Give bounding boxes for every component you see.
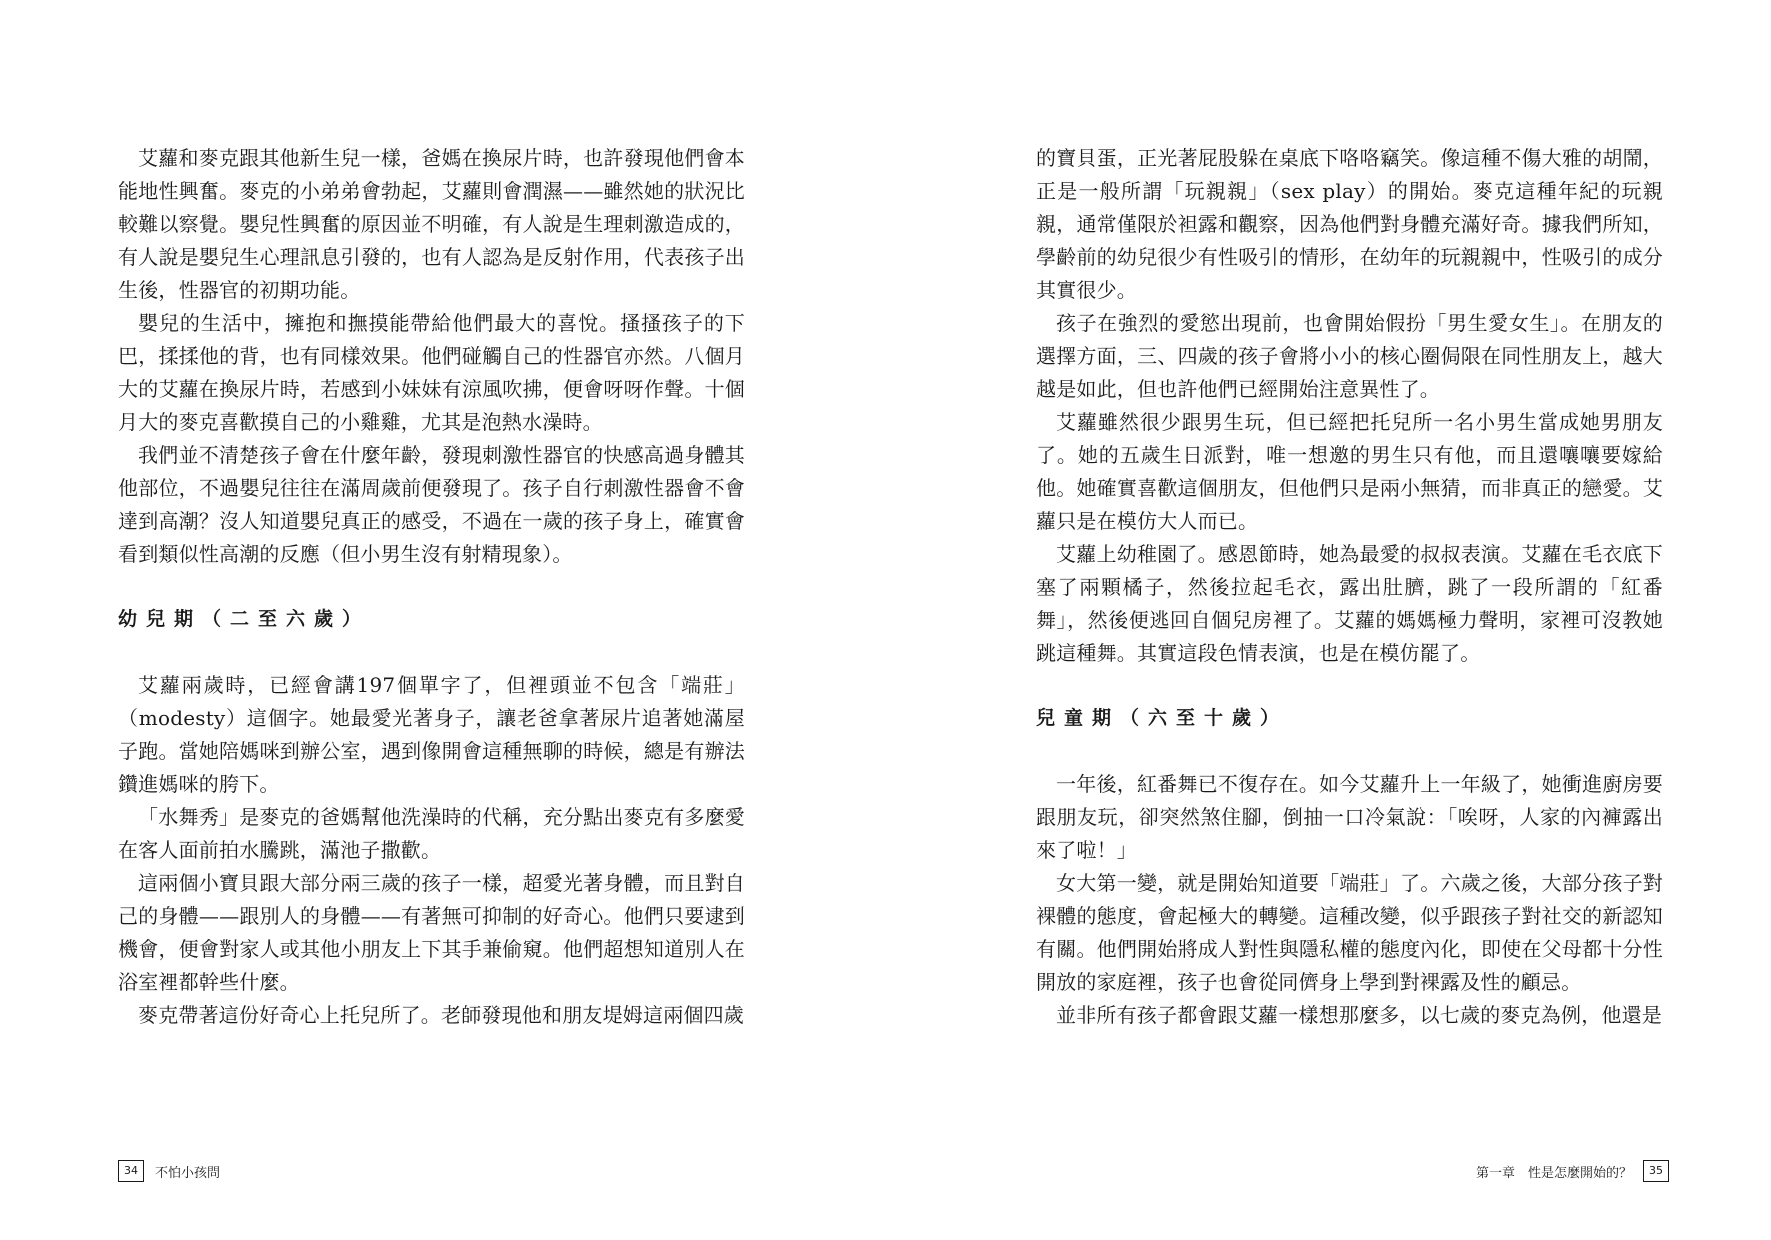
- paragraph: 我們並不清楚孩子會在什麼年齡，發現刺激性器官的快感高過身體其他部位，不過嬰兒往往在滿周歲前便發現了。孩子自行刺激性器會不會達到高潮？沒人知道嬰兒真正的感受，不過在一歲的孩子身上，確實會看到類似性高潮的反應（但小男生沒有射精現象）。: [118, 443, 745, 566]
- paragraph: 一年後，紅番舞已不復存在。如今艾蘿升上一年級了，她衝進廚房要跟朋友玩，卻突然煞住腳，倒抽一口冷氣說：「唉呀，人家的內褲露出來了啦！」: [1036, 772, 1663, 862]
- left-page-footer: [118, 1160, 220, 1182]
- paragraph: 女大第一變，就是開始知道要「端莊」了。六歲之後，大部分孩子對裸體的態度，會起極大的轉變。這種改變，似乎跟孩子對社交的新認知有關。他們開始將成人對性與隱私權的態度內化，即使在父母都十分性開放的家庭裡，孩子也會從同儕身上學到對裸露及性的顧忌。: [1036, 871, 1663, 994]
- paragraph: 孩子在強烈的愛慾出現前，也會開始假扮「男生愛女生」。在朋友的選擇方面，三、四歲的孩子會將小小的核心圈侷限在同性朋友上，越大越是如此，但也許他們已經開始注意異性了。: [1036, 311, 1663, 401]
- paragraph: 艾蘿和麥克跟其他新生兒一樣，爸媽在換尿片時，也許發現他們會本能地性興奮。麥克的小弟弟會勃起，艾蘿則會潤濕——雖然她的狀況比較難以察覺。嬰兒性興奮的原因並不明確，有人說是生理刺激造成的，有人說是嬰兒生心理訊息引發的，也有人認為是反射作用，代表孩子出生後，性器官的初期功能。: [118, 146, 745, 302]
- paragraph: 艾蘿兩歲時，已經會講197個單字了，但裡頭並不包含「端莊」（modesty）這個字。她最愛光著身子，讓老爸拿著尿片追著她滿屋子跑。當她陪媽咪到辦公室，遇到像開會這種無聊的時候，總是有辦法鑽進媽咪的胯下。: [118, 673, 745, 796]
- section-heading: 幼兒期（二至六歲）: [118, 608, 371, 630]
- running-chapter: 第一章 性是怎麼開始的？: [1475, 1165, 1632, 1181]
- paragraph: 艾蘿上幼稚園了。感恩節時，她為最愛的叔叔表演。艾蘿在毛衣底下塞了兩顆橘子，然後拉起毛衣，露出肚臍，跳了一段所謂的「紅番舞」，然後便逃回自個兒房裡了。艾蘿的媽媽極力聲明，家裡可沒教她跳這種舞。其實這段色情表演，也是在模仿罷了。: [1036, 542, 1663, 665]
- paragraph: 這兩個小寶貝跟大部分兩三歲的孩子一樣，超愛光著身體，而且對自己的身體——跟別人的身體——有著無可抑制的好奇心。他們只要逮到機會，便會對家人或其他小朋友上下其手兼偷窺。他們超想知道別人在浴室裡都幹些什麼。: [118, 871, 745, 994]
- paragraph: 嬰兒的生活中，擁抱和撫摸能帶給他們最大的喜悅。搔搔孩子的下巴，揉揉他的背，也有同樣效果。他們碰觸自己的性器官亦然。八個月大的艾蘿在換尿片時，若感到小妹妹有涼風吹拂，便會呀呀作聲。十個月大的麥克喜歡摸自己的小雞雞，尤其是泡熱水澡時。: [118, 311, 745, 434]
- right-page-footer: [1476, 1160, 1669, 1182]
- left-page-body: [118, 142, 745, 1032]
- paragraph: 並非所有孩子都會跟艾蘿一樣想那麼多，以七歲的麥克為例，他還是: [1056, 1003, 1662, 1027]
- right-page-body: [1036, 142, 1663, 1032]
- right-page: [885, 0, 1771, 1240]
- paragraph: 「水舞秀」是麥克的爸媽幫他洗澡時的代稱，充分點出麥克有多麼愛在客人面前拍水騰跳，滿池子撒歡。: [118, 805, 745, 862]
- page-number: 34: [118, 1160, 144, 1182]
- paragraph: 麥克帶著這份好奇心上托兒所了。老師發現他和朋友堤姆這兩個四歲: [138, 1003, 744, 1027]
- paragraph: 的寶貝蛋，正光著屁股躲在桌底下咯咯竊笑。像這種不傷大雅的胡鬧，正是一般所謂「玩親親」（sex play）的開始。麥克這種年紀的玩親親，通常僅限於袒露和觀察，因為他們對身體充滿好奇。據我們所知，學齡前的幼兒很少有性吸引的情形，在幼年的玩親親中，性吸引的成分其實很少。: [1036, 146, 1663, 302]
- page-number: 35: [1643, 1160, 1669, 1182]
- left-page: [0, 0, 885, 1240]
- section-heading: 兒童期（六至十歲）: [1036, 707, 1289, 729]
- paragraph: 艾蘿雖然很少跟男生玩，但已經把托兒所一名小男生當成她男朋友了。她的五歲生日派對，唯一想邀的男生只有他，而且還嚷嚷要嫁給他。她確實喜歡這個朋友，但他們只是兩小無猜，而非真正的戀愛。艾蘿只是在模仿大人而已。: [1036, 410, 1663, 533]
- running-title: 不怕小孩問: [155, 1165, 221, 1181]
